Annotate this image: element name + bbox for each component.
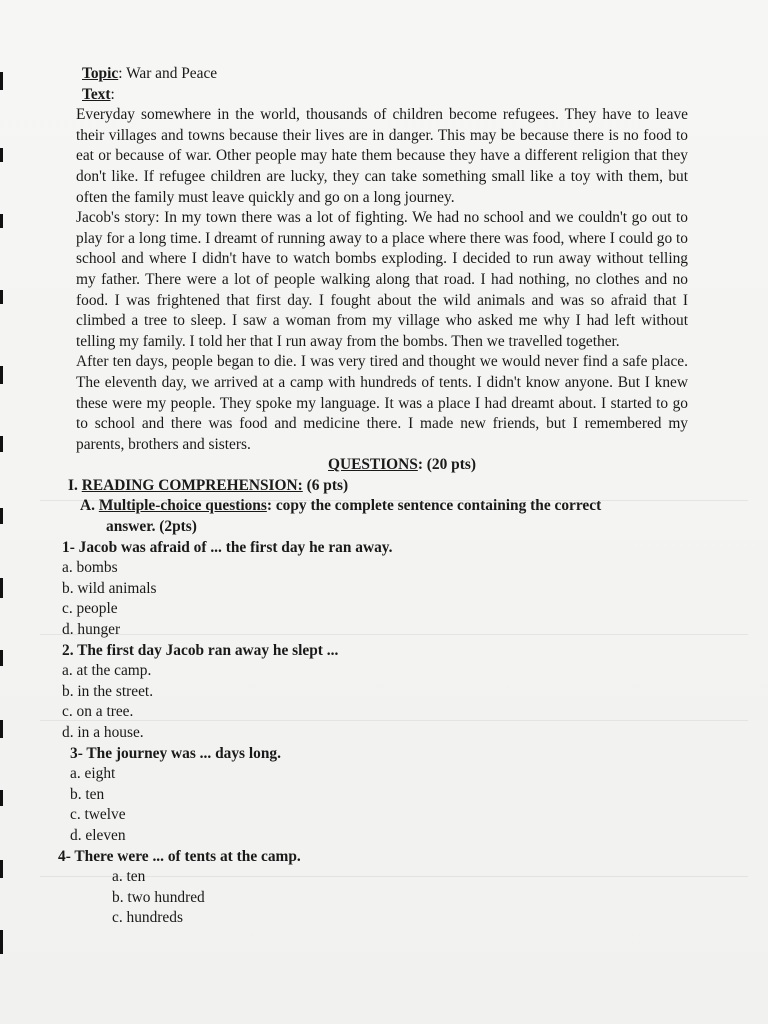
- question-4: [58, 847, 688, 929]
- question-3: [70, 744, 688, 847]
- topic-line: Topic: War and Peace: [82, 65, 218, 82]
- binding-mark: [0, 290, 3, 304]
- answer-option: b. ten: [70, 785, 105, 803]
- answer-option: a. ten: [112, 868, 146, 886]
- text-heading: Text:: [82, 85, 115, 103]
- answer-option: b. wild animals: [62, 579, 157, 597]
- answer-option: b. in the street.: [62, 682, 154, 700]
- binding-mark: [0, 148, 3, 162]
- section-heading: [68, 476, 688, 497]
- binding-mark: [0, 860, 3, 878]
- answer-option: c. twelve: [70, 806, 126, 824]
- mcq-title: Multiple-choice questions: [98, 497, 267, 515]
- question-prompt: 4- There were ... of tents at the camp.: [58, 847, 301, 865]
- answer-option: b. two hundred: [112, 888, 205, 906]
- binding-mark: [0, 366, 3, 384]
- answer-option: a. bombs: [62, 559, 118, 577]
- topic-label: Topic: [82, 65, 119, 82]
- answer-option: a. at the camp.: [62, 662, 152, 680]
- question-1: [62, 538, 688, 641]
- binding-mark: [0, 578, 3, 598]
- answer-option: c. hundreds: [112, 909, 183, 927]
- answer-option: c. on a tree.: [62, 703, 134, 721]
- binding-mark: [0, 790, 3, 806]
- binding-mark: [0, 436, 3, 452]
- answer-option: d. in a house.: [62, 724, 144, 741]
- questions-points: : (20 pts): [417, 456, 476, 474]
- binding-mark: [0, 508, 3, 524]
- section-points: (6 pts): [306, 476, 349, 494]
- mcq-instruction: [76, 496, 688, 537]
- questions-label: QUESTIONS: [328, 456, 418, 474]
- topic-value: War and Peace: [126, 65, 218, 82]
- section-title: READING COMPREHENSION:: [81, 476, 303, 494]
- question-prompt: 1- Jacob was afraid of ... the first day he ran away.: [62, 538, 393, 556]
- answer-option: a. eight: [70, 765, 116, 783]
- binding-mark: [0, 214, 3, 228]
- answer-option: d. hunger: [62, 621, 121, 639]
- answer-option: c. people: [62, 600, 118, 618]
- question-2: [62, 641, 688, 744]
- binding-mark: [0, 930, 3, 954]
- mcq-instruction-points: answer. (2pts): [106, 518, 197, 536]
- binding-mark: [0, 72, 3, 90]
- passage-paragraph-1: Everyday somewhere in the world, thousands of children become refugees. They have to leave their villages and towns because their lives are in danger. This may be because there is no food to eat or because of war. Other people may hate them because they have a different religion that they don't like. If refugee children are lucky, they can take something small like a toy with them, but often the family must leave quickly and go on a long journey.: [76, 106, 688, 206]
- text-label: Text: [82, 85, 111, 103]
- section-number: I.: [68, 476, 78, 494]
- passage-paragraph-3: After ten days, people began to die. I was very tired and thought we would never find a safe place. The eleventh day, we arrived at a camp with hundreds of tents. I didn't know anyone. But I knew these were my people. They spoke my language. It was a place I had dreamt about. I started to go to school and there was food and medicine there. I made new friends, but I remembered my parents, brothers and sisters.: [76, 353, 688, 453]
- document-content: [58, 64, 688, 929]
- questions-header: [76, 455, 688, 476]
- binding-mark: [0, 720, 3, 738]
- answer-option: d. eleven: [70, 826, 126, 844]
- reading-passage: [76, 105, 688, 455]
- passage-paragraph-2: Jacob's story: In my town there was a lot of fighting. We had no school and we couldn't go out to play for a long time. I dreamt of running away to a place where there was food, where I could go to school and where I didn't have to watch bombs exploding. I decided to run away without telling my father. There were a lot of people walking along that road. I had nothing, no clothes and no food. I was frightened that first day. I fought about the wild animals and was so afraid that I climbed a tree to sleep. I saw a woman from my village who asked me why I had left without telling my family. I told her that I run away from the bombs. Then we travelled together.: [76, 209, 688, 350]
- mcq-letter: A.: [80, 497, 95, 515]
- question-prompt: 3- The journey was ... days long.: [70, 744, 281, 762]
- question-prompt: 2. The first day Jacob ran away he slept ...: [62, 641, 339, 659]
- mcq-instruction-text: : copy the complete sentence containing the correct: [266, 497, 602, 515]
- binding-mark: [0, 650, 3, 666]
